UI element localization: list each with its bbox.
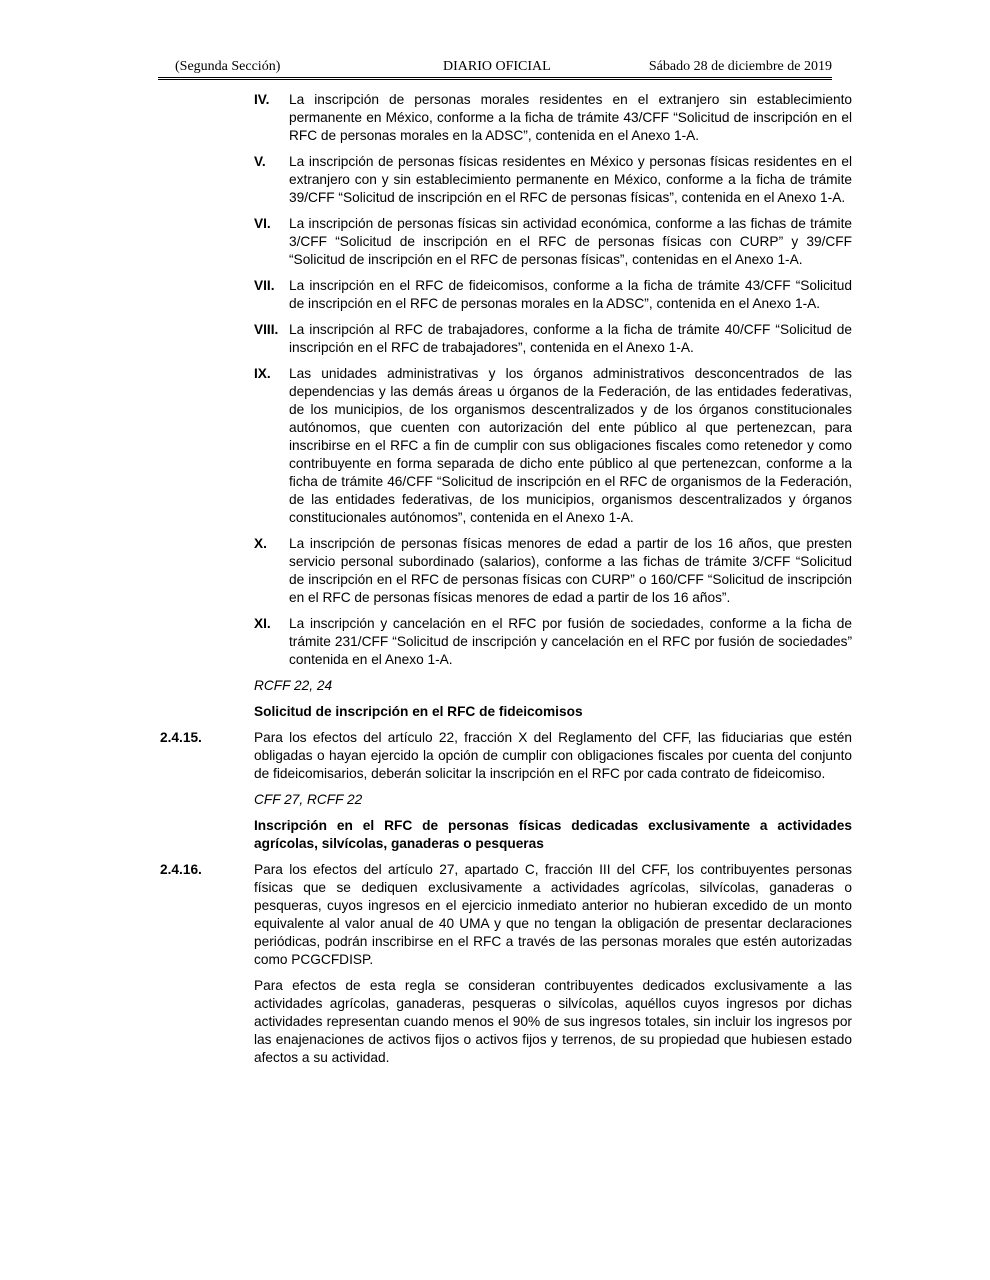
fraction-number: IX. <box>254 366 271 381</box>
rule-title: Solicitud de inscripción en el RFC de fideicomisos <box>254 704 583 719</box>
rule-title: Inscripción en el RFC de personas físicas dedicadas exclusivamente a actividades agrícolas, silvícolas, ganaderas o pesqueras <box>254 818 852 851</box>
fraction-number: VIII. <box>254 322 279 337</box>
fraction-text: La inscripción de personas físicas residentes en México y personas físicas residentes en el extranjero con y sin establecimiento permanente en México, conforme a la ficha de trámite 39/CFF “Solicitud de inscripción en el RFC de personas físicas”, contenida en el Anexo 1-A. <box>289 154 852 205</box>
header-section: (Segunda Sección) <box>175 59 281 74</box>
fraction-x <box>254 535 852 607</box>
fraction-text: La inscripción de personas físicas menores de edad a partir de los 16 años, que presten servicio personal subordinado (salarios), conforme a las fichas de trámite 3/CFF “Solicitud de inscripción en el RFC de personas físicas con CURP” o 160/CFF “Solicitud de inscripción en el RFC de personas físicas menores de edad a partir de los 16 años”. <box>289 536 852 605</box>
fraction-vii <box>254 277 852 313</box>
fraction-number: VII. <box>254 278 275 293</box>
legal-citation: CFF 27, RCFF 22 <box>254 792 363 807</box>
rule-text: Para los efectos del artículo 22, fracción X del Reglamento del CFF, las fiduciarias que estén obligadas o hayan ejercido la opción de cumplir con obligaciones fiscales por cuenta del conjunto de fideicomisarios, deberán solicitar la inscripción en el RFC por cada contrato de fideicomiso. <box>254 730 852 781</box>
fraction-text: La inscripción de personas morales residentes en el extranjero sin establecimiento permanente en México, conforme a la ficha de trámite 43/CFF “Solicitud de inscripción en el RFC de personas morales en la ADSC”, contenida en el Anexo 1-A. <box>289 92 852 143</box>
rule-paragraph: Para efectos de esta regla se consideran contribuyentes dedicados exclusivamente a las actividades agrícolas, ganaderas, pesqueras o silvícolas, aquéllos cuyos ingresos por dichas actividades representan cuando menos el 90% de sus ingresos totales, sin incluir los ingresos por las enajenaciones de activos fijos o activos fijos y terrenos, de su propiedad que hubiesen estado afectos a su actividad. <box>254 978 852 1065</box>
fraction-text: La inscripción y cancelación en el RFC por fusión de sociedades, conforme a la ficha de trámite 231/CFF “Solicitud de inscripción y cancelación en el RFC por fusión de sociedades” contenida en el Anexo 1-A. <box>289 616 852 667</box>
legal-citation: RCFF 22, 24 <box>254 678 333 693</box>
fraction-ix <box>254 365 852 527</box>
rule-number: 2.4.15. <box>160 730 202 745</box>
page-body <box>0 91 990 1075</box>
rule-number: 2.4.16. <box>160 862 202 877</box>
rule-text: Para los efectos del artículo 27, apartado C, fracción III del CFF, los contribuyentes personas físicas que se dediquen exclusivamente a actividades agrícolas, silvícolas, ganaderas o pesqueras, cuyos ingresos en el ejercicio inmediato anterior no hubieran excedido de un monto equivalente al valor anual de 40 UMA y que no tengan la obligación de presentar declaraciones periódicas, podrán inscribirse en el RFC a través de las personas morales que estén autorizadas como PCGCFDISP. <box>254 862 852 967</box>
fraction-xi <box>254 615 852 669</box>
fraction-v <box>254 153 852 207</box>
fraction-number: X. <box>254 536 267 551</box>
header-title: DIARIO OFICIAL <box>443 59 551 74</box>
rule-2-4-16 <box>0 861 990 969</box>
page-header <box>158 57 832 80</box>
fraction-text: La inscripción en el RFC de fideicomisos, conforme a la ficha de trámite 43/CFF “Solicitud de inscripción en el RFC de personas morales en la ADSC”, contenida en el Anexo 1-A. <box>289 278 852 311</box>
rule-2-4-15 <box>0 729 990 783</box>
fraction-viii <box>254 321 852 357</box>
fraction-text: La inscripción al RFC de trabajadores, conforme a la ficha de trámite 40/CFF “Solicitud de inscripción en el RFC de trabajadores”, contenida en el Anexo 1-A. <box>289 322 852 355</box>
header-date: Sábado 28 de diciembre de 2019 <box>648 59 832 74</box>
fraction-text: La inscripción de personas físicas sin actividad económica, conforme a las fichas de trámite 3/CFF “Solicitud de inscripción en el RFC de personas físicas con CURP” y 39/CFF “Solicitud de inscripción en el RFC de personas físicas”, contenidas en el Anexo 1-A. <box>289 216 852 267</box>
fraction-number: V. <box>254 154 266 169</box>
fraction-number: IV. <box>254 92 270 107</box>
fraction-number: VI. <box>254 216 271 231</box>
fraction-number: XI. <box>254 616 271 631</box>
fraction-vi <box>254 215 852 269</box>
fraction-iv <box>254 91 852 145</box>
fraction-text: Las unidades administrativas y los órganos administrativos desconcentrados de las dependencias y las demás áreas u órganos de la Federación, de las entidades federativas, de los municipios, de los organismos descentralizados y de los órganos constitucionales autónomos, que cuenten con autorización del ente público al que pertenezcan, para inscribirse en el RFC a fin de cumplir con sus obligaciones fiscales como retenedor y como contribuyente en forma separada de dicho ente público al que pertenezcan, conforme a la ficha de trámite 46/CFF “Solicitud de inscripción en el RFC de organismos de la Federación, de las entidades federativas, de los municipios, organismos descentralizados y órganos constitucionales autónomos”, contenida en el Anexo 1-A. <box>289 366 852 525</box>
